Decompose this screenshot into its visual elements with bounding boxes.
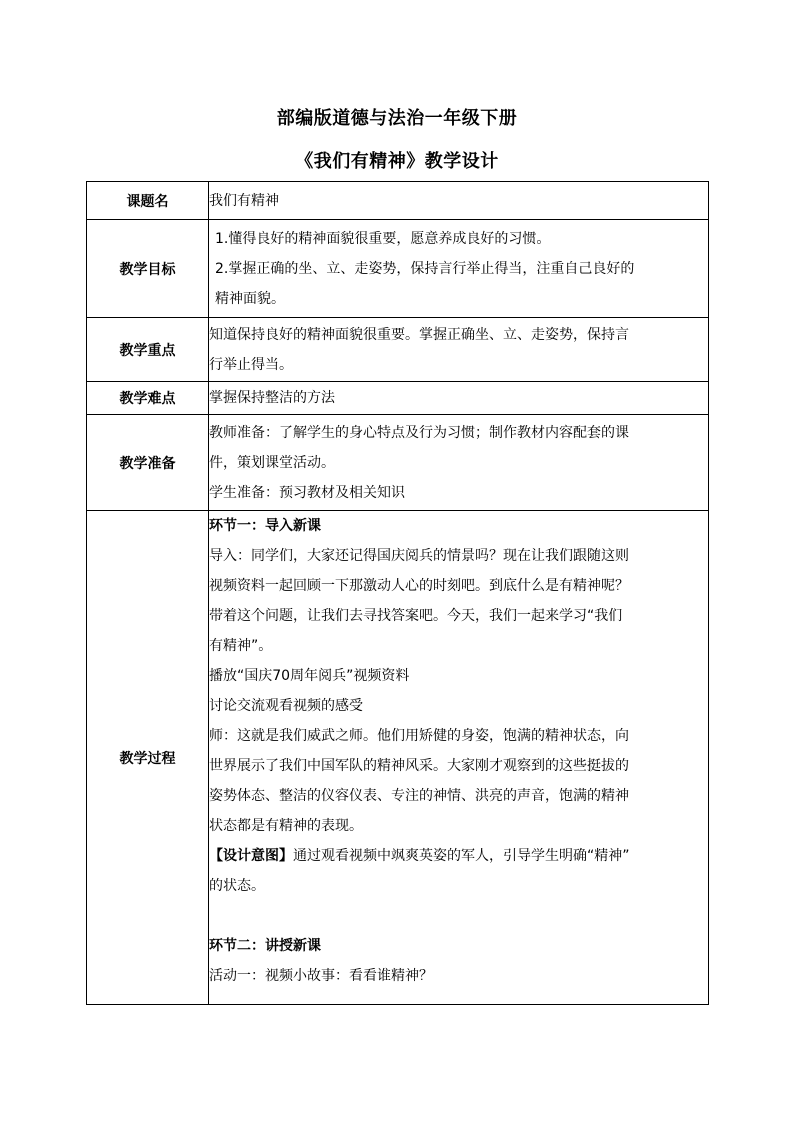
row-process	[87, 511, 709, 1005]
process-line: 讨论交流观看视频的感受	[209, 698, 363, 714]
preparation-line: 学生准备：预习教材及相关知识	[209, 484, 405, 501]
row-difficulties	[87, 382, 709, 415]
row-goals	[87, 220, 709, 318]
value-topic: 我们有精神	[209, 182, 709, 220]
goal-item-2-cont: 精神面貌。	[215, 290, 285, 307]
label-goals: 教学目标	[87, 220, 209, 318]
process-line: 带着这个问题，让我们去寻找答案吧。今天，我们一起来学习“我们	[209, 608, 623, 624]
value-goals	[209, 220, 709, 318]
process-line: 姿势体态、整洁的仪容仪表、专注的神情、洪亮的声音，饱满的精神	[209, 788, 629, 804]
preparation-line: 件，策划课堂活动。	[209, 454, 335, 471]
process-line: 播放“国庆70周年阅兵”视频资料	[209, 668, 410, 684]
activity-1: 活动一：视频小故事：看看谁精神？	[209, 968, 433, 984]
document-subtitle: 《我们有精神》教学设计	[295, 151, 499, 172]
process-line: 视频资料一起回顾一下那激动人心的时刻吧。到底什么是有精神呢？	[209, 578, 629, 594]
label-process: 教学过程	[87, 511, 209, 1005]
blank-line	[209, 901, 708, 931]
value-preparation	[209, 415, 709, 511]
label-key-points: 教学重点	[87, 318, 209, 382]
row-topic	[87, 182, 709, 220]
process-line: 状态都是有精神的表现。	[209, 818, 363, 834]
key-points-line: 知道保持良好的精神面貌很重要。掌握正确坐、立、走姿势，保持言	[209, 326, 629, 343]
row-preparation	[87, 415, 709, 511]
preparation-line: 教师准备：了解学生的身心特点及行为习惯；制作教材内容配套的课	[209, 424, 629, 441]
label-topic: 课题名	[87, 182, 209, 220]
document-title: 部编版道德与法治一年级下册	[276, 108, 518, 129]
design-intent-cont: 的状态。	[209, 878, 265, 894]
row-key-points	[87, 318, 709, 382]
process-line: 导入：同学们，大家还记得国庆阅兵的情景吗？现在让我们跟随这则	[209, 548, 629, 564]
value-key-points	[209, 318, 709, 382]
value-difficulties: 掌握保持整洁的方法	[209, 382, 709, 415]
value-process	[209, 511, 709, 1005]
goal-item-2: 2.掌握正确的坐、立、走姿势，保持言行举止得当，注重自己良好的	[215, 260, 635, 277]
section-heading-2: 环节二：讲授新课	[209, 938, 321, 954]
lesson-plan-table	[86, 181, 709, 1005]
process-line: 有精神”。	[209, 638, 273, 654]
process-line: 世界展示了我们中国军队的精神风采。大家刚才观察到的这些挺拔的	[209, 758, 629, 774]
design-intent	[209, 841, 708, 871]
design-intent-text: 通过观看视频中飒爽英姿的军人，引导学生明确“精神”	[293, 848, 630, 864]
process-line: 师：这就是我们威武之师。他们用矫健的身姿，饱满的精神状态，向	[209, 728, 629, 744]
key-points-line: 行举止得当。	[209, 356, 293, 373]
section-heading-1: 环节一：导入新课	[209, 518, 321, 534]
label-preparation: 教学准备	[87, 415, 209, 511]
goal-item-1: 1.懂得良好的精神面貌很重要，愿意养成良好的习惯。	[215, 230, 551, 247]
design-intent-tag: 【设计意图】	[209, 848, 293, 864]
label-difficulties: 教学难点	[87, 382, 209, 415]
